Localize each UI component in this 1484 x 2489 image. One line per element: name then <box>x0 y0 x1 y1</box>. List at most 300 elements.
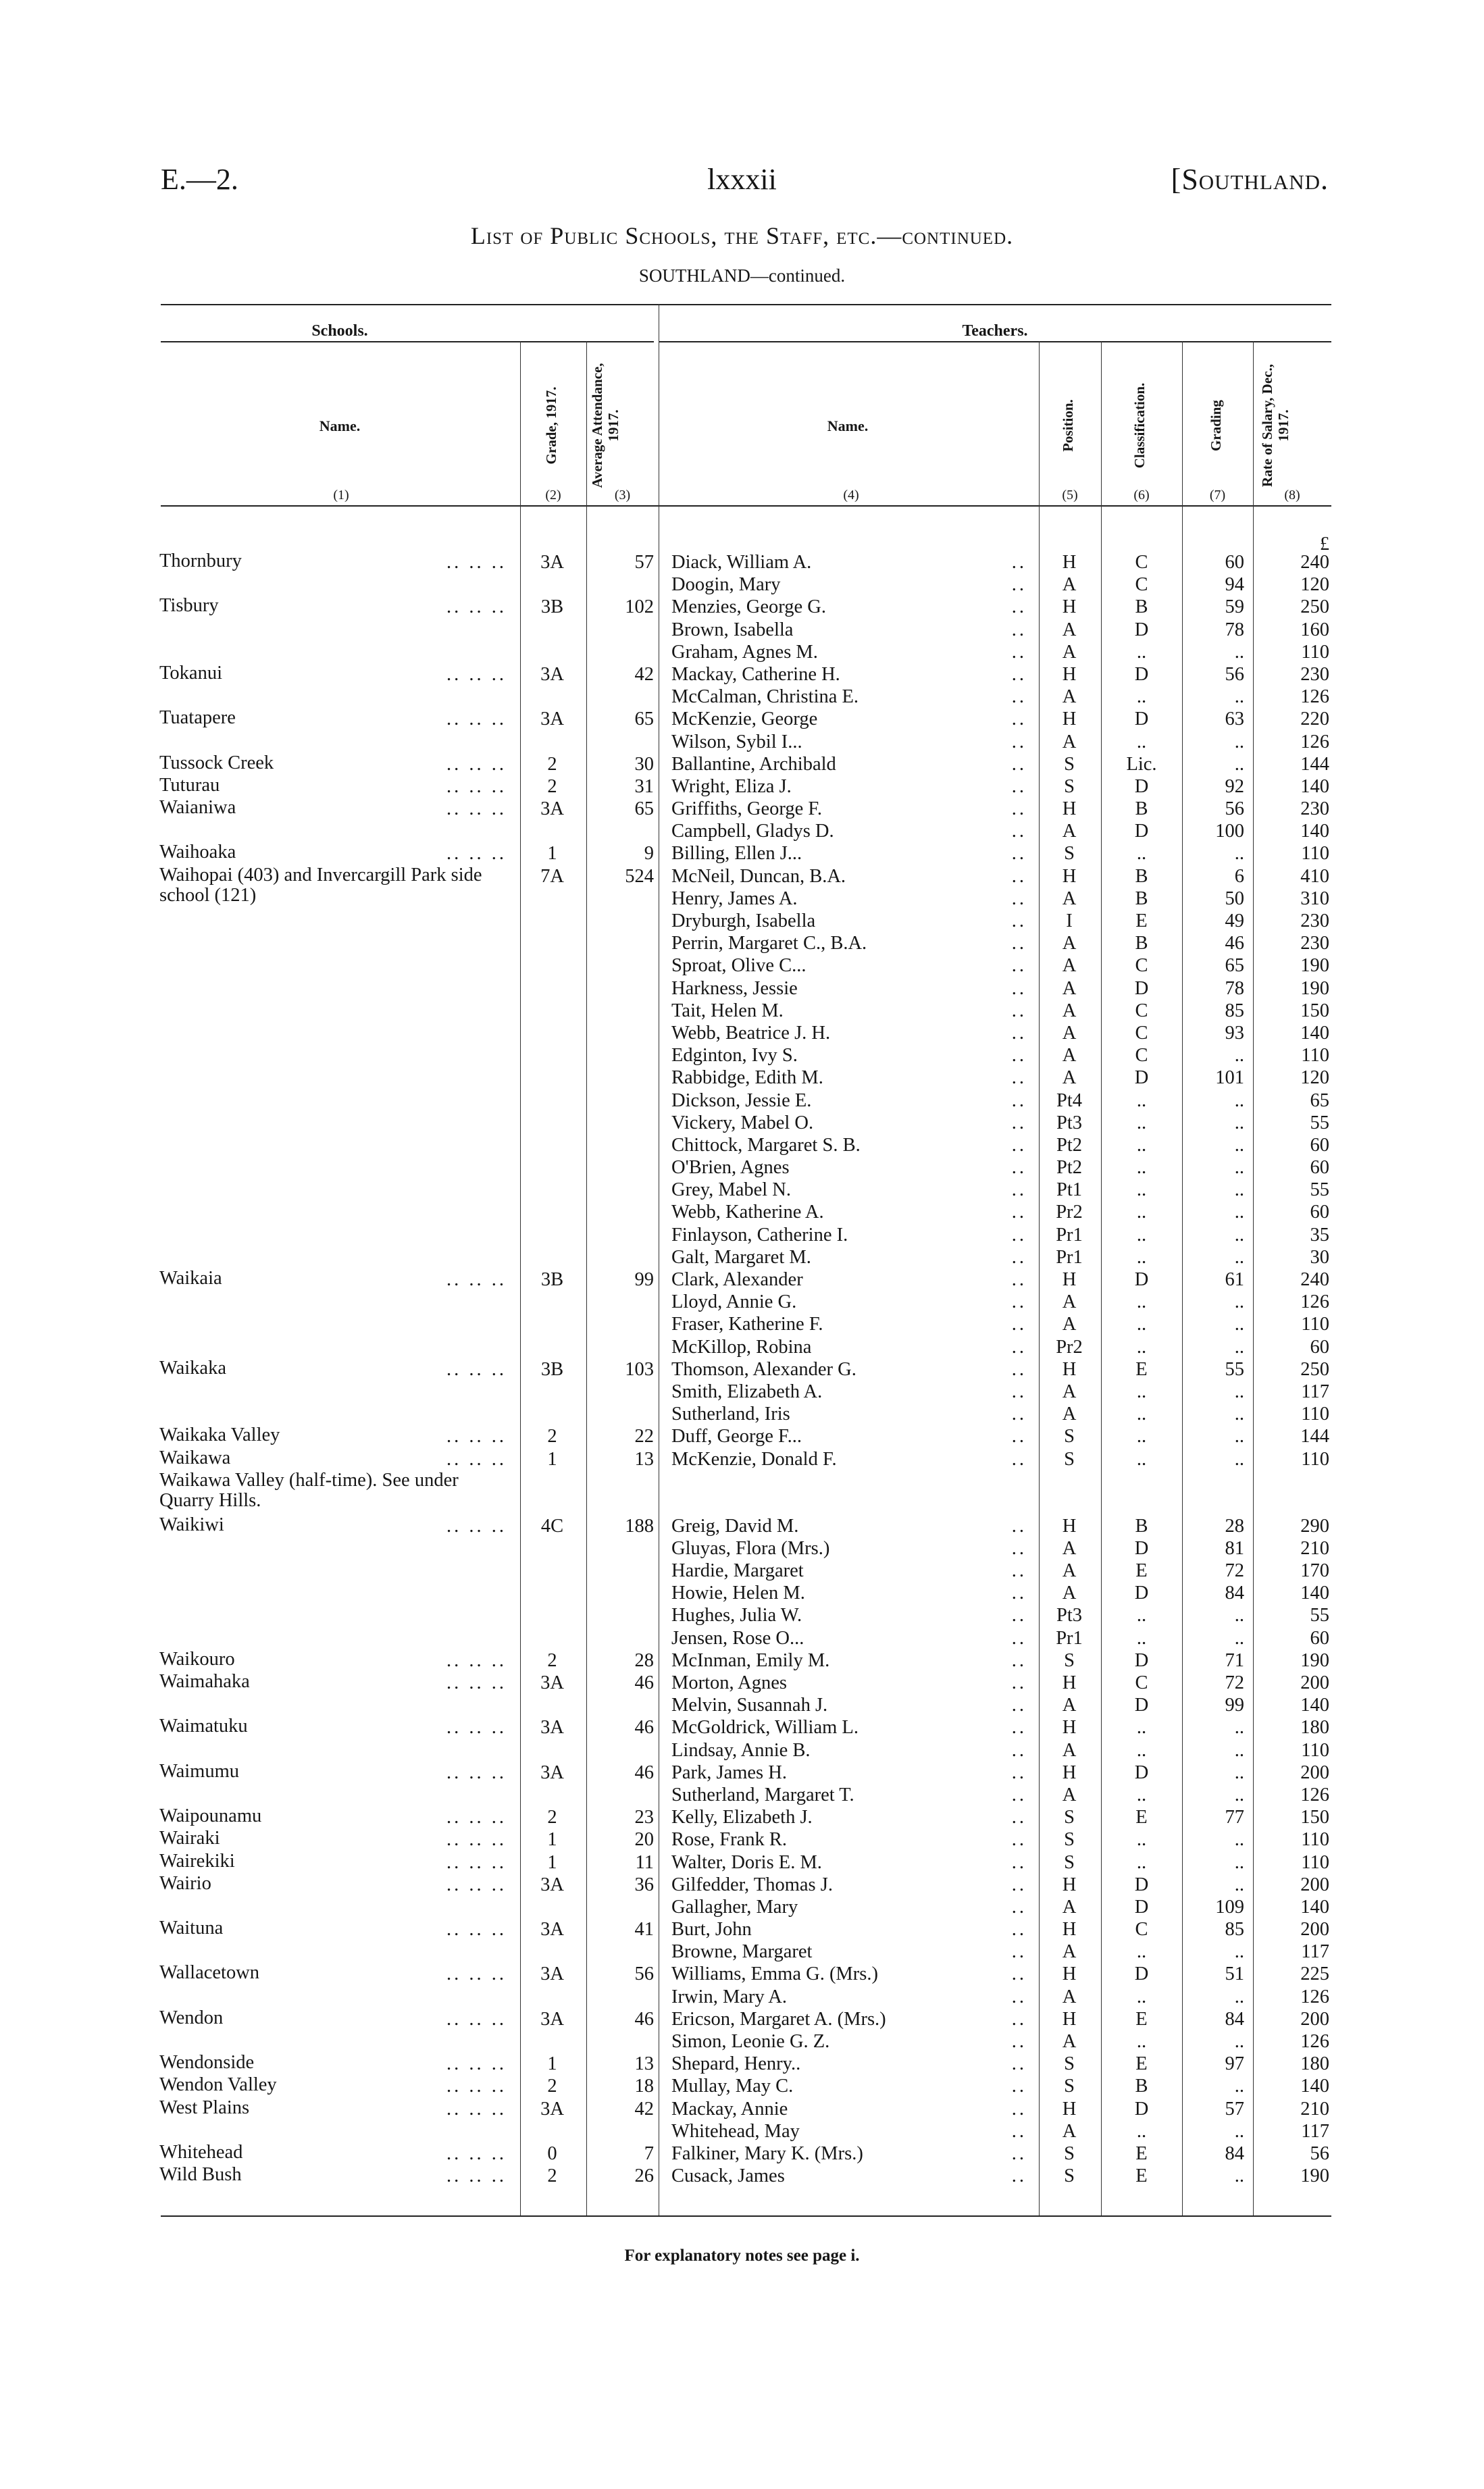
leader-dots: .. <box>1011 1067 1027 1089</box>
teacher-name: Burt, John <box>671 1919 752 1941</box>
teacher-name: Harkness, Jessie <box>671 977 798 999</box>
salary-value: 290 <box>1300 1515 1329 1537</box>
position-value: A <box>1062 1000 1077 1021</box>
leader-dots: .. <box>1011 641 1027 663</box>
salary-value: 190 <box>1300 2165 1329 2187</box>
salary-heading: Rate of Salary, Dec., 1917. <box>1259 364 1291 487</box>
schools-group-rule <box>161 341 654 342</box>
grading-value: .. <box>1234 1112 1244 1133</box>
grade-value: 7A <box>540 865 564 887</box>
salary-value: 110 <box>1301 1851 1329 1873</box>
table-row <box>0 686 1484 708</box>
grading-value: .. <box>1234 1246 1244 1268</box>
teacher-name: Fraser, Katherine F. <box>671 1314 823 1335</box>
salary-value: 117 <box>1301 1941 1329 1963</box>
teacher-name: Mullay, May C. <box>671 2076 794 2097</box>
classification-value: D <box>1134 1695 1149 1716</box>
teachers-group-heading: Teachers. <box>962 322 1028 340</box>
table-row <box>0 888 1484 910</box>
table-row <box>0 1134 1484 1156</box>
grade-value: 3A <box>540 2098 564 2120</box>
school-name: Waikawa <box>159 1447 231 1468</box>
salary-value: 210 <box>1300 2098 1329 2120</box>
position-value: A <box>1062 1067 1077 1089</box>
leader-dots: .. .. .. <box>446 1919 507 1941</box>
leader-dots: .. <box>1011 2120 1027 2142</box>
salary-value: 250 <box>1300 596 1329 618</box>
teacher-name: Duff, George F... <box>671 1426 802 1447</box>
teacher-name: Gluyas, Flora (Mrs.) <box>671 1537 830 1559</box>
leader-dots: .. <box>1011 619 1027 640</box>
salary-value: 140 <box>1300 2076 1329 2097</box>
teacher-name: Billing, Ellen J... <box>671 843 802 865</box>
salary-value: 180 <box>1300 2053 1329 2075</box>
classification-value: E <box>1135 2142 1148 2164</box>
teacher-name: Smith, Elizabeth A. <box>671 1381 823 1402</box>
table-row <box>0 2030 1484 2053</box>
position-value: A <box>1062 1381 1077 1402</box>
position-value: A <box>1062 1784 1077 1805</box>
classification-value: .. <box>1136 686 1147 708</box>
teacher-name: Menzies, George G. <box>671 596 826 618</box>
grade-value: 3B <box>540 1269 564 1290</box>
leader-dots: .. <box>1011 709 1027 730</box>
grading-value: 78 <box>1225 619 1244 640</box>
leader-dots: .. .. .. <box>446 1762 507 1783</box>
salary-value: 150 <box>1300 1000 1329 1021</box>
school-name: Waikouro <box>159 1648 235 1670</box>
leader-dots: .. <box>1011 843 1027 865</box>
grading-value: 109 <box>1215 1896 1244 1918</box>
teacher-name: Brown, Isabella <box>671 619 794 640</box>
leader-dots: .. <box>1011 686 1027 708</box>
table-row <box>0 1112 1484 1134</box>
position-value: A <box>1062 1583 1077 1604</box>
table-row <box>0 1358 1484 1381</box>
table-top-rule <box>161 304 1331 305</box>
table-row <box>0 2053 1484 2075</box>
leader-dots: .. <box>1011 1045 1027 1067</box>
position-value: A <box>1062 686 1077 708</box>
grade-value: 3A <box>540 1919 564 1941</box>
grading-value: 65 <box>1225 955 1244 977</box>
page-number: lxxxii <box>707 163 777 196</box>
attendance-value: 30 <box>634 753 654 775</box>
table-row <box>0 910 1484 932</box>
school-name: Tussock Creek <box>159 752 274 773</box>
salary-value: 60 <box>1310 1336 1329 1358</box>
grade-value: 3A <box>540 552 564 573</box>
classification-value: D <box>1134 1067 1149 1089</box>
salary-value: 410 <box>1300 865 1329 887</box>
grade-value: 3A <box>540 2008 564 2030</box>
attendance-value: 36 <box>634 1874 654 1895</box>
school-name: Waituna <box>159 1918 224 1939</box>
classification-value: .. <box>1136 1112 1147 1133</box>
leader-dots: .. <box>1011 1964 1027 1985</box>
teacher-name: Wilson, Sybil I... <box>671 731 802 752</box>
attendance-value: 42 <box>634 2098 654 2120</box>
position-value: I <box>1066 910 1073 931</box>
table-row <box>0 1470 1484 1515</box>
classification-value: .. <box>1136 1605 1147 1626</box>
grading-value: 63 <box>1225 709 1244 730</box>
salary-value: 225 <box>1300 1964 1329 1985</box>
teacher-name: Jensen, Rose O... <box>671 1627 804 1649</box>
teacher-name: McNeil, Duncan, B.A. <box>671 865 846 887</box>
position-value: S <box>1064 2076 1075 2097</box>
grade-value: 2 <box>547 1649 557 1671</box>
teacher-name: Mackay, Annie <box>671 2098 788 2120</box>
grading-value: 85 <box>1225 1919 1244 1941</box>
attendance-value: 26 <box>634 2165 654 2187</box>
classification-value: .. <box>1136 1739 1147 1761</box>
position-heading: Position. <box>1060 399 1076 452</box>
position-value: Pr1 <box>1056 1246 1083 1268</box>
classification-value: .. <box>1136 731 1147 752</box>
teacher-name: Dickson, Jessie E. <box>671 1089 812 1111</box>
position-value: A <box>1062 1739 1077 1761</box>
table-row <box>0 573 1484 596</box>
leader-dots: .. .. .. <box>446 1358 507 1380</box>
position-value: A <box>1062 1695 1077 1716</box>
grading-value: .. <box>1234 1089 1244 1111</box>
grading-value: .. <box>1234 641 1244 663</box>
position-value: S <box>1064 1851 1075 1873</box>
position-value: H <box>1062 865 1077 887</box>
table-row <box>0 1268 1484 1291</box>
table-row <box>0 1627 1484 1649</box>
teacher-name: Webb, Beatrice J. H. <box>671 1022 831 1044</box>
table-row <box>0 842 1484 865</box>
leader-dots: .. .. .. <box>446 2008 507 2030</box>
table-row <box>0 708 1484 730</box>
position-value: A <box>1062 1314 1077 1335</box>
classification-value: E <box>1135 1807 1148 1828</box>
leader-dots: .. <box>1011 1448 1027 1470</box>
classification-value: Lic. <box>1126 753 1157 775</box>
leader-dots: .. <box>1011 1537 1027 1559</box>
leader-dots: .. <box>1011 1426 1027 1447</box>
attendance-value: 65 <box>634 709 654 730</box>
attendance-value: 65 <box>634 798 654 820</box>
teacher-name: Park, James H. <box>671 1762 787 1783</box>
table-row <box>0 1851 1484 1874</box>
page-title: List of Public Schools, the Staff, etc.—continued. <box>470 222 1014 249</box>
teacher-name: Hardie, Margaret <box>671 1560 804 1582</box>
leader-dots: .. <box>1011 1672 1027 1693</box>
salary-value: 110 <box>1301 1314 1329 1335</box>
attendance-value: 41 <box>634 1919 654 1941</box>
leader-dots: .. <box>1011 2098 1027 2120</box>
leader-dots: .. <box>1011 1515 1027 1537</box>
salary-value: 110 <box>1301 843 1329 865</box>
classification-value: E <box>1135 2008 1148 2030</box>
teacher-name: Vickery, Mabel O. <box>671 1112 814 1133</box>
position-value: H <box>1062 1919 1077 1941</box>
salary-value: 220 <box>1300 709 1329 730</box>
header-bottom-rule <box>161 505 1331 507</box>
column-number-2: (2) <box>545 488 561 503</box>
table-row <box>0 1941 1484 1963</box>
grade-value: 2 <box>547 1807 557 1828</box>
grading-value: .. <box>1234 1381 1244 1402</box>
leader-dots: .. .. .. <box>446 1448 507 1470</box>
table-row <box>0 775 1484 798</box>
grading-value: .. <box>1234 1851 1244 1873</box>
leader-dots: .. <box>1011 2008 1027 2030</box>
salary-value: 200 <box>1300 1672 1329 1693</box>
table-row <box>0 1986 1484 2008</box>
grading-value: .. <box>1234 1941 1244 1963</box>
position-value: S <box>1064 843 1075 865</box>
classification-value: D <box>1134 775 1149 797</box>
classification-value: B <box>1135 2076 1148 2097</box>
leader-dots: .. <box>1011 2053 1027 2075</box>
table-row <box>0 1403 1484 1425</box>
school-name: Wallacetown <box>159 1962 260 1984</box>
grading-value: 6 <box>1234 865 1244 887</box>
attendance-value: 28 <box>634 1649 654 1671</box>
salary-value: 110 <box>1301 1404 1329 1425</box>
position-value: A <box>1062 888 1077 909</box>
grade-value: 1 <box>547 1851 557 1873</box>
table-row <box>0 1828 1484 1851</box>
salary-value: 230 <box>1300 798 1329 820</box>
grading-value: 81 <box>1225 1537 1244 1559</box>
classification-value: D <box>1134 1896 1149 1918</box>
table-row <box>0 1067 1484 1089</box>
column-number-1: (1) <box>333 488 349 503</box>
teacher-name: Browne, Margaret <box>671 1941 813 1963</box>
table-row <box>0 1156 1484 1179</box>
salary-value: 126 <box>1300 1291 1329 1313</box>
leader-dots: .. <box>1011 1022 1027 1044</box>
position-value: A <box>1062 1404 1077 1425</box>
table-row <box>0 1291 1484 1313</box>
teacher-name: Ballantine, Archibald <box>671 753 836 775</box>
position-value: H <box>1062 596 1077 618</box>
classification-value: D <box>1134 1583 1149 1604</box>
teacher-name: McInman, Emily M. <box>671 1649 830 1671</box>
position-value: H <box>1062 663 1077 685</box>
salary-value: 310 <box>1300 888 1329 909</box>
footnote: For explanatory notes see page i. <box>624 2247 860 2265</box>
teacher-name: McGoldrick, William L. <box>671 1717 859 1739</box>
leader-dots: .. .. .. <box>446 1426 507 1447</box>
teacher-name: McKenzie, Donald F. <box>671 1448 837 1470</box>
table-row <box>0 1672 1484 1694</box>
grading-value: 101 <box>1215 1067 1244 1089</box>
leader-dots: .. <box>1011 1649 1027 1671</box>
leader-dots: .. <box>1011 753 1027 775</box>
grading-value: 46 <box>1225 933 1244 954</box>
salary-value: 110 <box>1301 641 1329 663</box>
grade-value: 2 <box>547 753 557 775</box>
leader-dots: .. .. .. <box>446 1717 507 1739</box>
school-name: Tokanui <box>159 662 222 684</box>
classification-value: B <box>1135 798 1148 820</box>
salary-value: 117 <box>1301 1381 1329 1402</box>
classification-value: .. <box>1136 1291 1147 1313</box>
attendance-value: 56 <box>634 1964 654 1985</box>
classification-value: .. <box>1136 1314 1147 1335</box>
position-value: S <box>1064 1807 1075 1828</box>
grade-value: 1 <box>547 2053 557 2075</box>
classification-value: .. <box>1136 1246 1147 1268</box>
grade-value: 1 <box>547 843 557 865</box>
grade-value: 3B <box>540 596 564 618</box>
leader-dots: .. <box>1011 663 1027 685</box>
grading-value: 72 <box>1225 1560 1244 1582</box>
teachers-group-rule <box>659 341 1331 342</box>
grading-value: .. <box>1234 2031 1244 2052</box>
teacher-name: Campbell, Gladys D. <box>671 821 834 842</box>
table-row <box>0 596 1484 618</box>
salary-value: 126 <box>1300 731 1329 752</box>
table-bottom-rule <box>161 2215 1331 2217</box>
table-row <box>0 1000 1484 1022</box>
salary-value: 55 <box>1310 1112 1329 1133</box>
table-row <box>0 820 1484 842</box>
salary-value: 230 <box>1300 663 1329 685</box>
leader-dots: .. .. .. <box>446 1874 507 1895</box>
position-value: S <box>1064 2142 1075 2164</box>
grade-value: 3A <box>540 798 564 820</box>
leader-dots: .. <box>1011 1358 1027 1380</box>
classification-value: D <box>1134 663 1149 685</box>
position-value: H <box>1062 1762 1077 1783</box>
position-value: H <box>1062 709 1077 730</box>
table-row <box>0 1224 1484 1246</box>
salary-value: 200 <box>1300 1874 1329 1895</box>
attendance-value: 7 <box>644 2142 654 2164</box>
salary-value: 144 <box>1300 753 1329 775</box>
classification-value: .. <box>1136 1157 1147 1179</box>
table-row <box>0 1044 1484 1067</box>
salary-value: 250 <box>1300 1358 1329 1380</box>
classification-value: C <box>1135 1022 1148 1044</box>
classification-value: E <box>1135 1560 1148 1582</box>
classification-value: C <box>1135 1919 1148 1941</box>
leader-dots: .. <box>1011 1874 1027 1895</box>
classification-value: C <box>1135 1045 1148 1067</box>
grading-value: .. <box>1234 1717 1244 1739</box>
leader-dots: .. <box>1011 1246 1027 1268</box>
grading-value: 49 <box>1225 910 1244 931</box>
school-name: Waikawa Valley (half-time). See under Quarry Hills. <box>159 1469 459 1511</box>
school-name: Waimatuku <box>159 1716 248 1737</box>
leader-dots: .. .. .. <box>446 2053 507 2075</box>
teacher-name: Henry, James A. <box>671 888 798 909</box>
leader-dots: .. <box>1011 1605 1027 1626</box>
classification-heading: Classification. <box>1131 382 1148 469</box>
position-value: A <box>1062 731 1077 752</box>
salary-value: 144 <box>1300 1426 1329 1447</box>
attendance-value: 188 <box>625 1515 654 1537</box>
grade-value: 3A <box>540 709 564 730</box>
classification-value: D <box>1134 2098 1149 2120</box>
position-value: A <box>1062 821 1077 842</box>
salary-value: 140 <box>1300 1896 1329 1918</box>
salary-value: 60 <box>1310 1627 1329 1649</box>
grading-value: .. <box>1234 1314 1244 1335</box>
attendance-value: 46 <box>634 1717 654 1739</box>
teacher-name: O'Brien, Agnes <box>671 1157 790 1179</box>
leader-dots: .. .. .. <box>446 753 507 775</box>
table-row <box>0 1716 1484 1739</box>
school-name: Waikaka Valley <box>159 1425 280 1446</box>
position-value: S <box>1064 1426 1075 1447</box>
leader-dots: .. .. .. <box>446 2076 507 2097</box>
grading-value: 56 <box>1225 798 1244 820</box>
teacher-name: Shepard, Henry.. <box>671 2053 801 2075</box>
leader-dots: .. <box>1011 798 1027 820</box>
teacher-name: Mackay, Catherine H. <box>671 663 840 685</box>
leader-dots: .. <box>1011 1404 1027 1425</box>
classification-value: D <box>1134 1762 1149 1783</box>
grade-value: 4C <box>540 1515 564 1537</box>
leader-dots: .. .. .. <box>446 1829 507 1851</box>
table-row <box>0 1179 1484 1201</box>
salary-value: 126 <box>1300 1986 1329 2007</box>
classification-value: C <box>1135 955 1148 977</box>
classification-value: .. <box>1136 1089 1147 1111</box>
position-value: H <box>1062 552 1077 573</box>
grading-value: .. <box>1234 1157 1244 1179</box>
grading-value: .. <box>1234 1045 1244 1067</box>
salary-value: 126 <box>1300 1784 1329 1805</box>
position-value: A <box>1062 933 1077 954</box>
classification-value: .. <box>1136 2031 1147 2052</box>
salary-value: 140 <box>1300 821 1329 842</box>
position-value: A <box>1062 619 1077 640</box>
leader-dots: .. <box>1011 1851 1027 1873</box>
position-value: S <box>1064 1448 1075 1470</box>
position-value: Pr2 <box>1056 1202 1083 1223</box>
teacher-name: Finlayson, Catherine I. <box>671 1224 848 1246</box>
table-row <box>0 1515 1484 1537</box>
leader-dots: .. .. .. <box>446 2098 507 2120</box>
table-row <box>0 1560 1484 1582</box>
leader-dots: .. .. .. <box>446 709 507 730</box>
teacher-name: Hughes, Julia W. <box>671 1605 802 1626</box>
school-name: Wairio <box>159 1872 211 1894</box>
leader-dots: .. <box>1011 1202 1027 1223</box>
teacher-name: Irwin, Mary A. <box>671 1986 787 2007</box>
currency-symbol: £ <box>1320 534 1329 555</box>
attendance-value: 46 <box>634 2008 654 2030</box>
school-name: Thornbury <box>159 550 242 571</box>
grading-value: .. <box>1234 2120 1244 2142</box>
salary-value: 200 <box>1300 1762 1329 1783</box>
grading-value: 77 <box>1225 1807 1244 1828</box>
position-value: H <box>1062 1964 1077 1985</box>
leader-dots: .. <box>1011 2142 1027 2164</box>
leader-dots: .. <box>1011 2031 1027 2052</box>
teacher-name: Simon, Leonie G. Z. <box>671 2031 830 2052</box>
attendance-value: 99 <box>634 1269 654 1290</box>
attendance-value: 13 <box>634 1448 654 1470</box>
position-value: H <box>1062 1717 1077 1739</box>
grading-value: 84 <box>1225 1583 1244 1604</box>
leader-dots: .. <box>1011 552 1027 573</box>
school-name: Waipounamu <box>159 1805 262 1827</box>
classification-value: B <box>1135 933 1148 954</box>
salary-value: 56 <box>1310 2142 1329 2164</box>
table-row <box>0 663 1484 686</box>
leader-dots: .. <box>1011 1134 1027 1156</box>
